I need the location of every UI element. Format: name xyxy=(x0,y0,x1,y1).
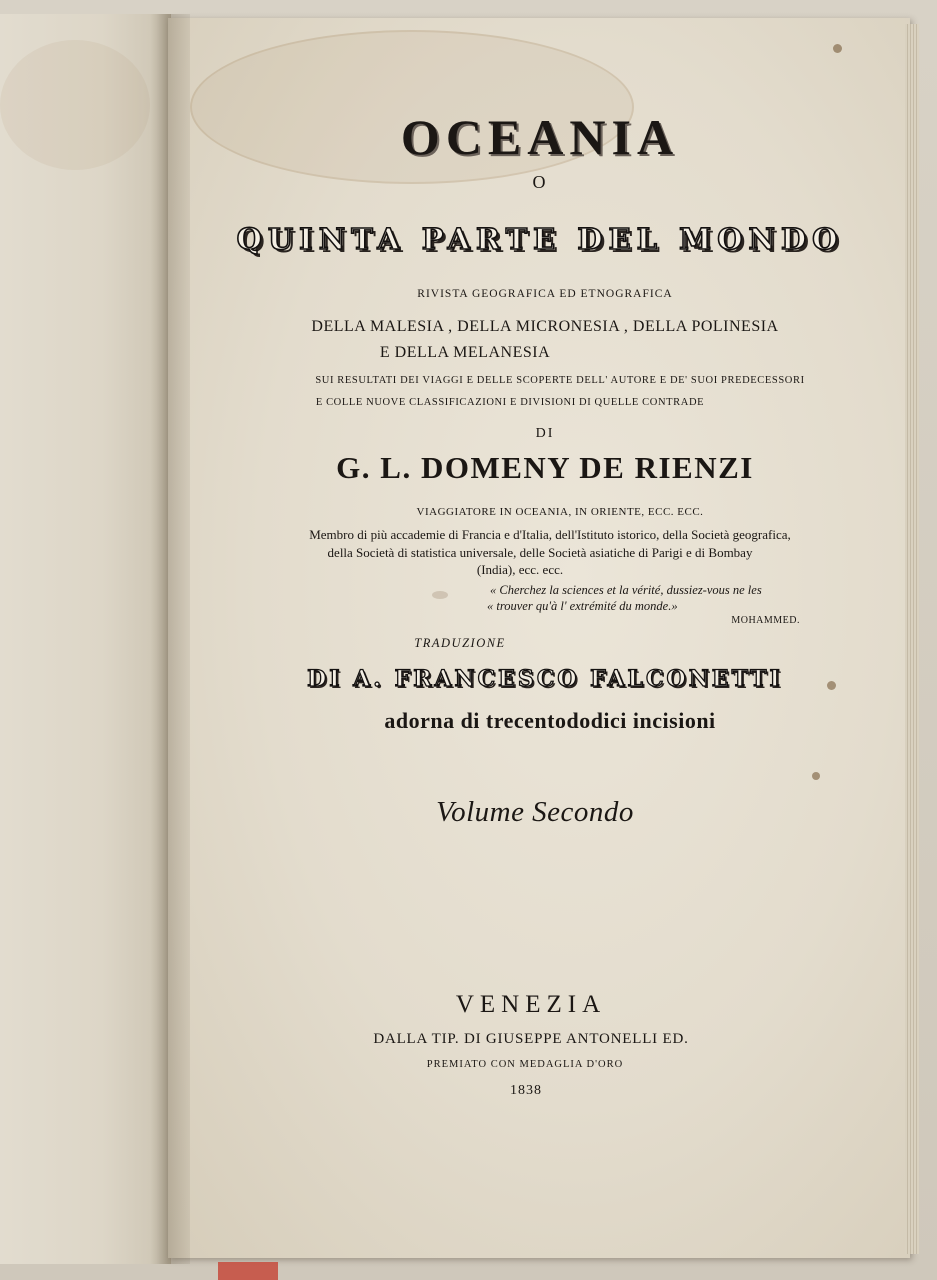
translation-label: TRADUZIONE xyxy=(414,636,506,650)
by-label: DI xyxy=(535,426,555,441)
description-line: RIVISTA GEOGRAFICA ED ETNOGRAFICA xyxy=(417,288,673,300)
book-title: OCEANIA xyxy=(400,109,680,165)
memberships-line-2: della Società di statistica universale, delle Società asiatiche di Parigi e di Bombay xyxy=(327,545,753,560)
author-role: VIAGGIATORE IN OCEANIA, IN ORIENTE, ECC. ECC. xyxy=(416,506,704,518)
basis-line-1: SUI RESULTATI DEI VIAGGI E DELLE SCOPERTE DELL' AUTORE E DE' SUOI PREDECESSORI xyxy=(315,375,805,386)
regions-line-1: DELLA MALESIA , DELLA MICRONESIA , DELLA POLINESIA xyxy=(311,318,779,335)
memberships-line-1: Membro di più accademie di Francia e d'Italia, dell'Istituto istorico, della Società geografica, xyxy=(309,527,791,542)
basis-line-2: E COLLE NUOVE CLASSIFICAZIONI E DIVISIONI DI QUELLE CONTRADE xyxy=(315,397,705,408)
epigraph-attribution: MOHAMMED. xyxy=(731,615,800,626)
award-line: PREMIATO CON MEDAGLIA D'ORO xyxy=(426,1059,624,1070)
foxing-spot xyxy=(432,591,448,599)
memberships-line-3: (India), ecc. ecc. xyxy=(476,562,564,577)
regions-line-2: E DELLA MELANESIA xyxy=(379,344,551,361)
author-name: G. L. DOMENY DE RIENZI xyxy=(336,450,754,485)
title-conjunction: O xyxy=(532,172,548,192)
left-page xyxy=(0,14,171,1264)
page-edges xyxy=(905,24,919,1254)
foxing-spot xyxy=(833,44,842,53)
publisher-line: DALLA TIP. DI GIUSEPPE ANTONELLI ED. xyxy=(373,1031,689,1047)
volume-label: Volume Secondo xyxy=(436,796,634,828)
illustrations-note: adorna di trecentododici incisioni xyxy=(384,708,716,733)
foxing-spot xyxy=(812,772,820,780)
epigraph-line-1: « Cherchez la sciences et la vérité, dussiez-vous ne les xyxy=(490,583,762,597)
translator-name: DI A. FRANCESCO FALCONETTI xyxy=(307,666,783,692)
book-subtitle: QUINTA PARTE DEL MONDO xyxy=(236,222,844,256)
left-page-stain xyxy=(0,40,150,170)
publication-city: VENEZIA xyxy=(455,991,607,1018)
red-page-edge xyxy=(218,1262,278,1280)
publication-year: 1838 xyxy=(510,1083,542,1098)
epigraph-line-2: « trouver qu'à l' extrémité du monde.» xyxy=(487,599,678,613)
